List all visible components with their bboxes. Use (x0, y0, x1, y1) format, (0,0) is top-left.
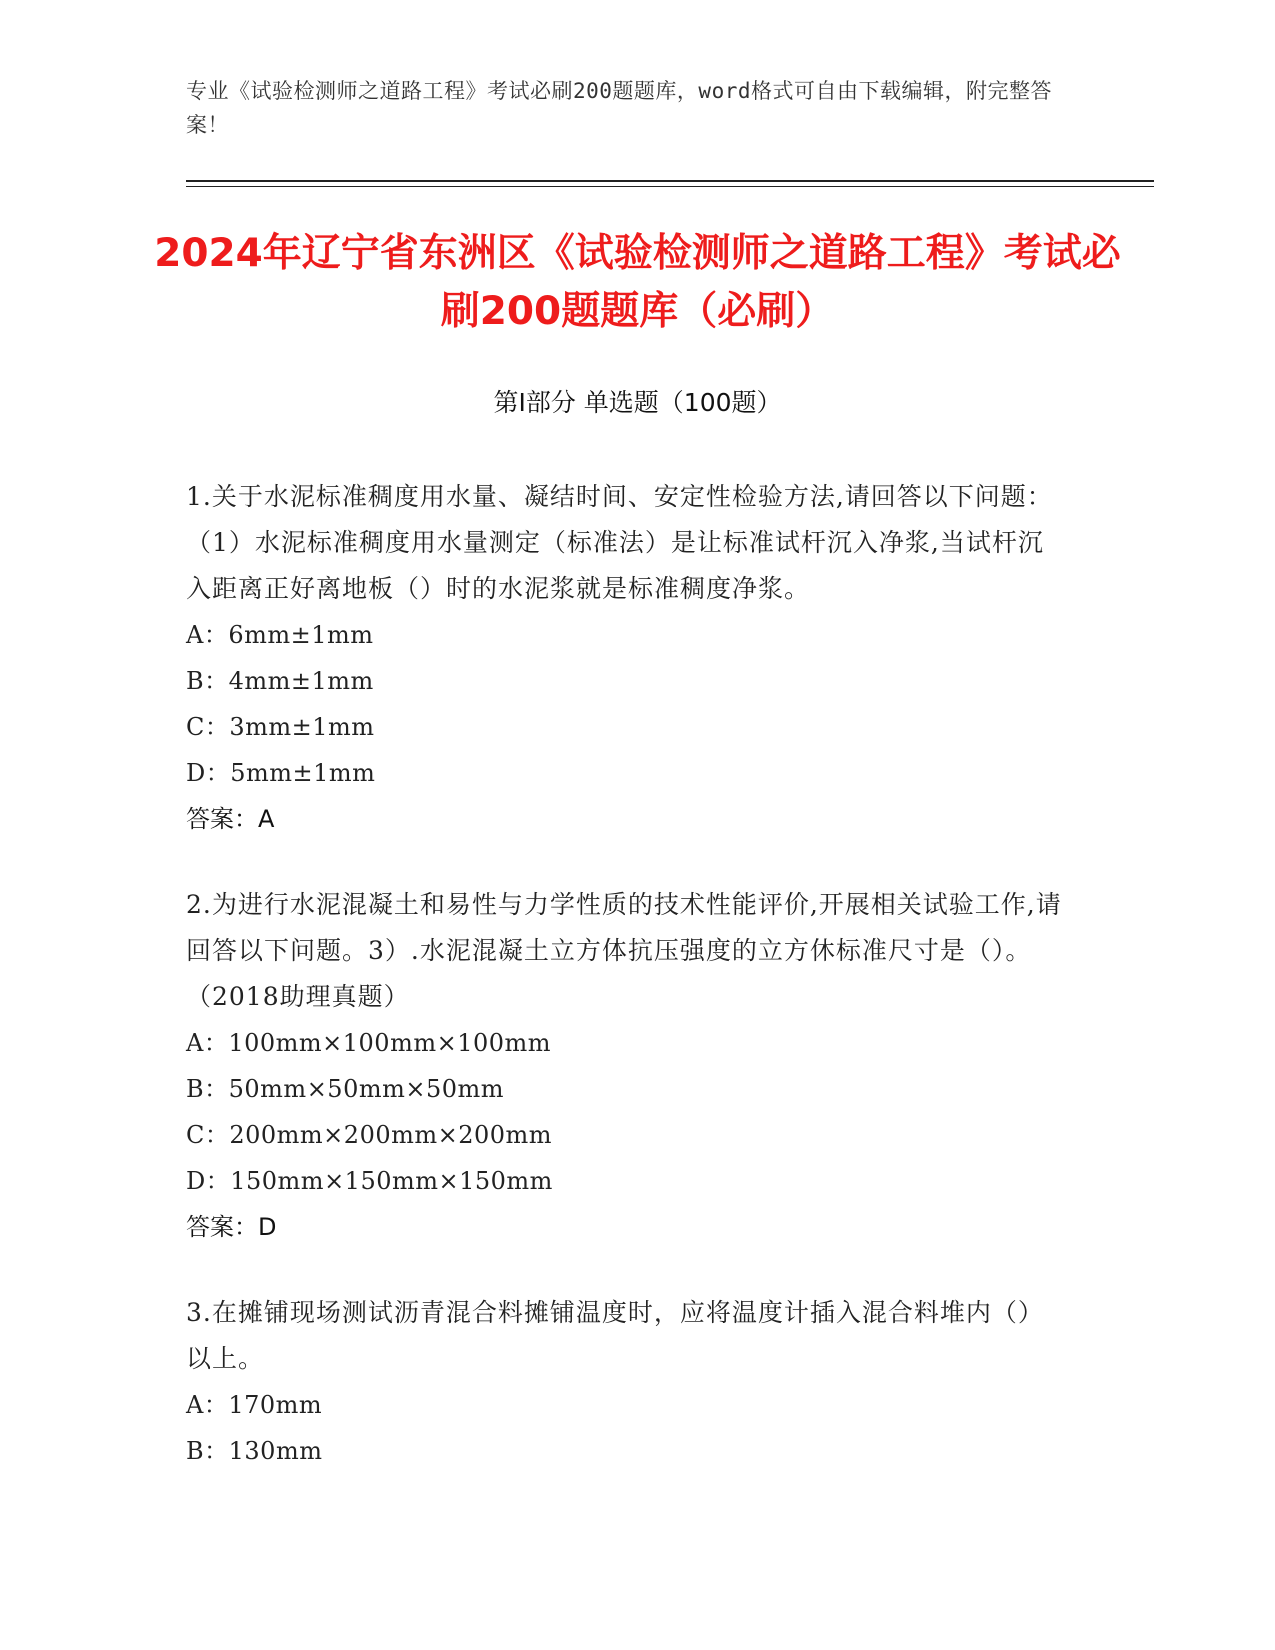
question-2 (186, 882, 1066, 1250)
header-rule-thin (186, 186, 1154, 187)
option-c: C：3mm±1mm (186, 713, 375, 741)
question-stem: 3.在摊铺现场测试沥青混合料摊铺温度时，应将温度计插入混合料堆内（）以上。 (186, 1298, 1044, 1373)
option-c: C：200mm×200mm×200mm (186, 1121, 553, 1149)
option-b: B：4mm±1mm (186, 667, 374, 695)
option-b: B：50mm×50mm×50mm (186, 1075, 505, 1103)
document-title: 2024年辽宁省东洲区《试验检测师之道路工程》考试必刷200题题库（必刷） (154, 231, 1121, 334)
answer-line: 答案：D (186, 1213, 277, 1241)
option-d: D：150mm×150mm×150mm (186, 1167, 553, 1195)
option-a: A：100mm×100mm×100mm (186, 1029, 552, 1057)
option-d: D：5mm±1mm (186, 759, 376, 787)
option-a: A：170mm (186, 1391, 323, 1419)
question-stem: 2.为进行水泥混凝土和易性与力学性质的技术性能评价,开展相关试验工作,请回答以下问题。3）.水泥混凝土立方体抗压强度的立方休标准尺寸是（）。（2018助理真题） (186, 890, 1062, 1011)
option-b: B：130mm (186, 1437, 323, 1465)
question-stem: 1.关于水泥标准稠度用水量、凝结时间、安定性检验方法,请回答以下问题：（1）水泥标准稠度用水量测定（标准法）是让标准试杆沉入净浆,当试杆沉入距离正好离地板（）时的水泥浆就是标准稠度净浆。 (186, 482, 1053, 603)
question-1 (186, 474, 1066, 842)
question-3 (186, 1290, 1066, 1474)
answer-line: 答案：A (186, 805, 275, 833)
option-a: A：6mm±1mm (186, 621, 374, 649)
header-note: 专业《试验检测师之道路工程》考试必刷200题题库，word格式可自由下载编辑，附完整答案！ (186, 79, 1052, 137)
header-rule-thick (186, 180, 1154, 182)
section-title: 第I部分 单选题（100题） (493, 388, 782, 417)
